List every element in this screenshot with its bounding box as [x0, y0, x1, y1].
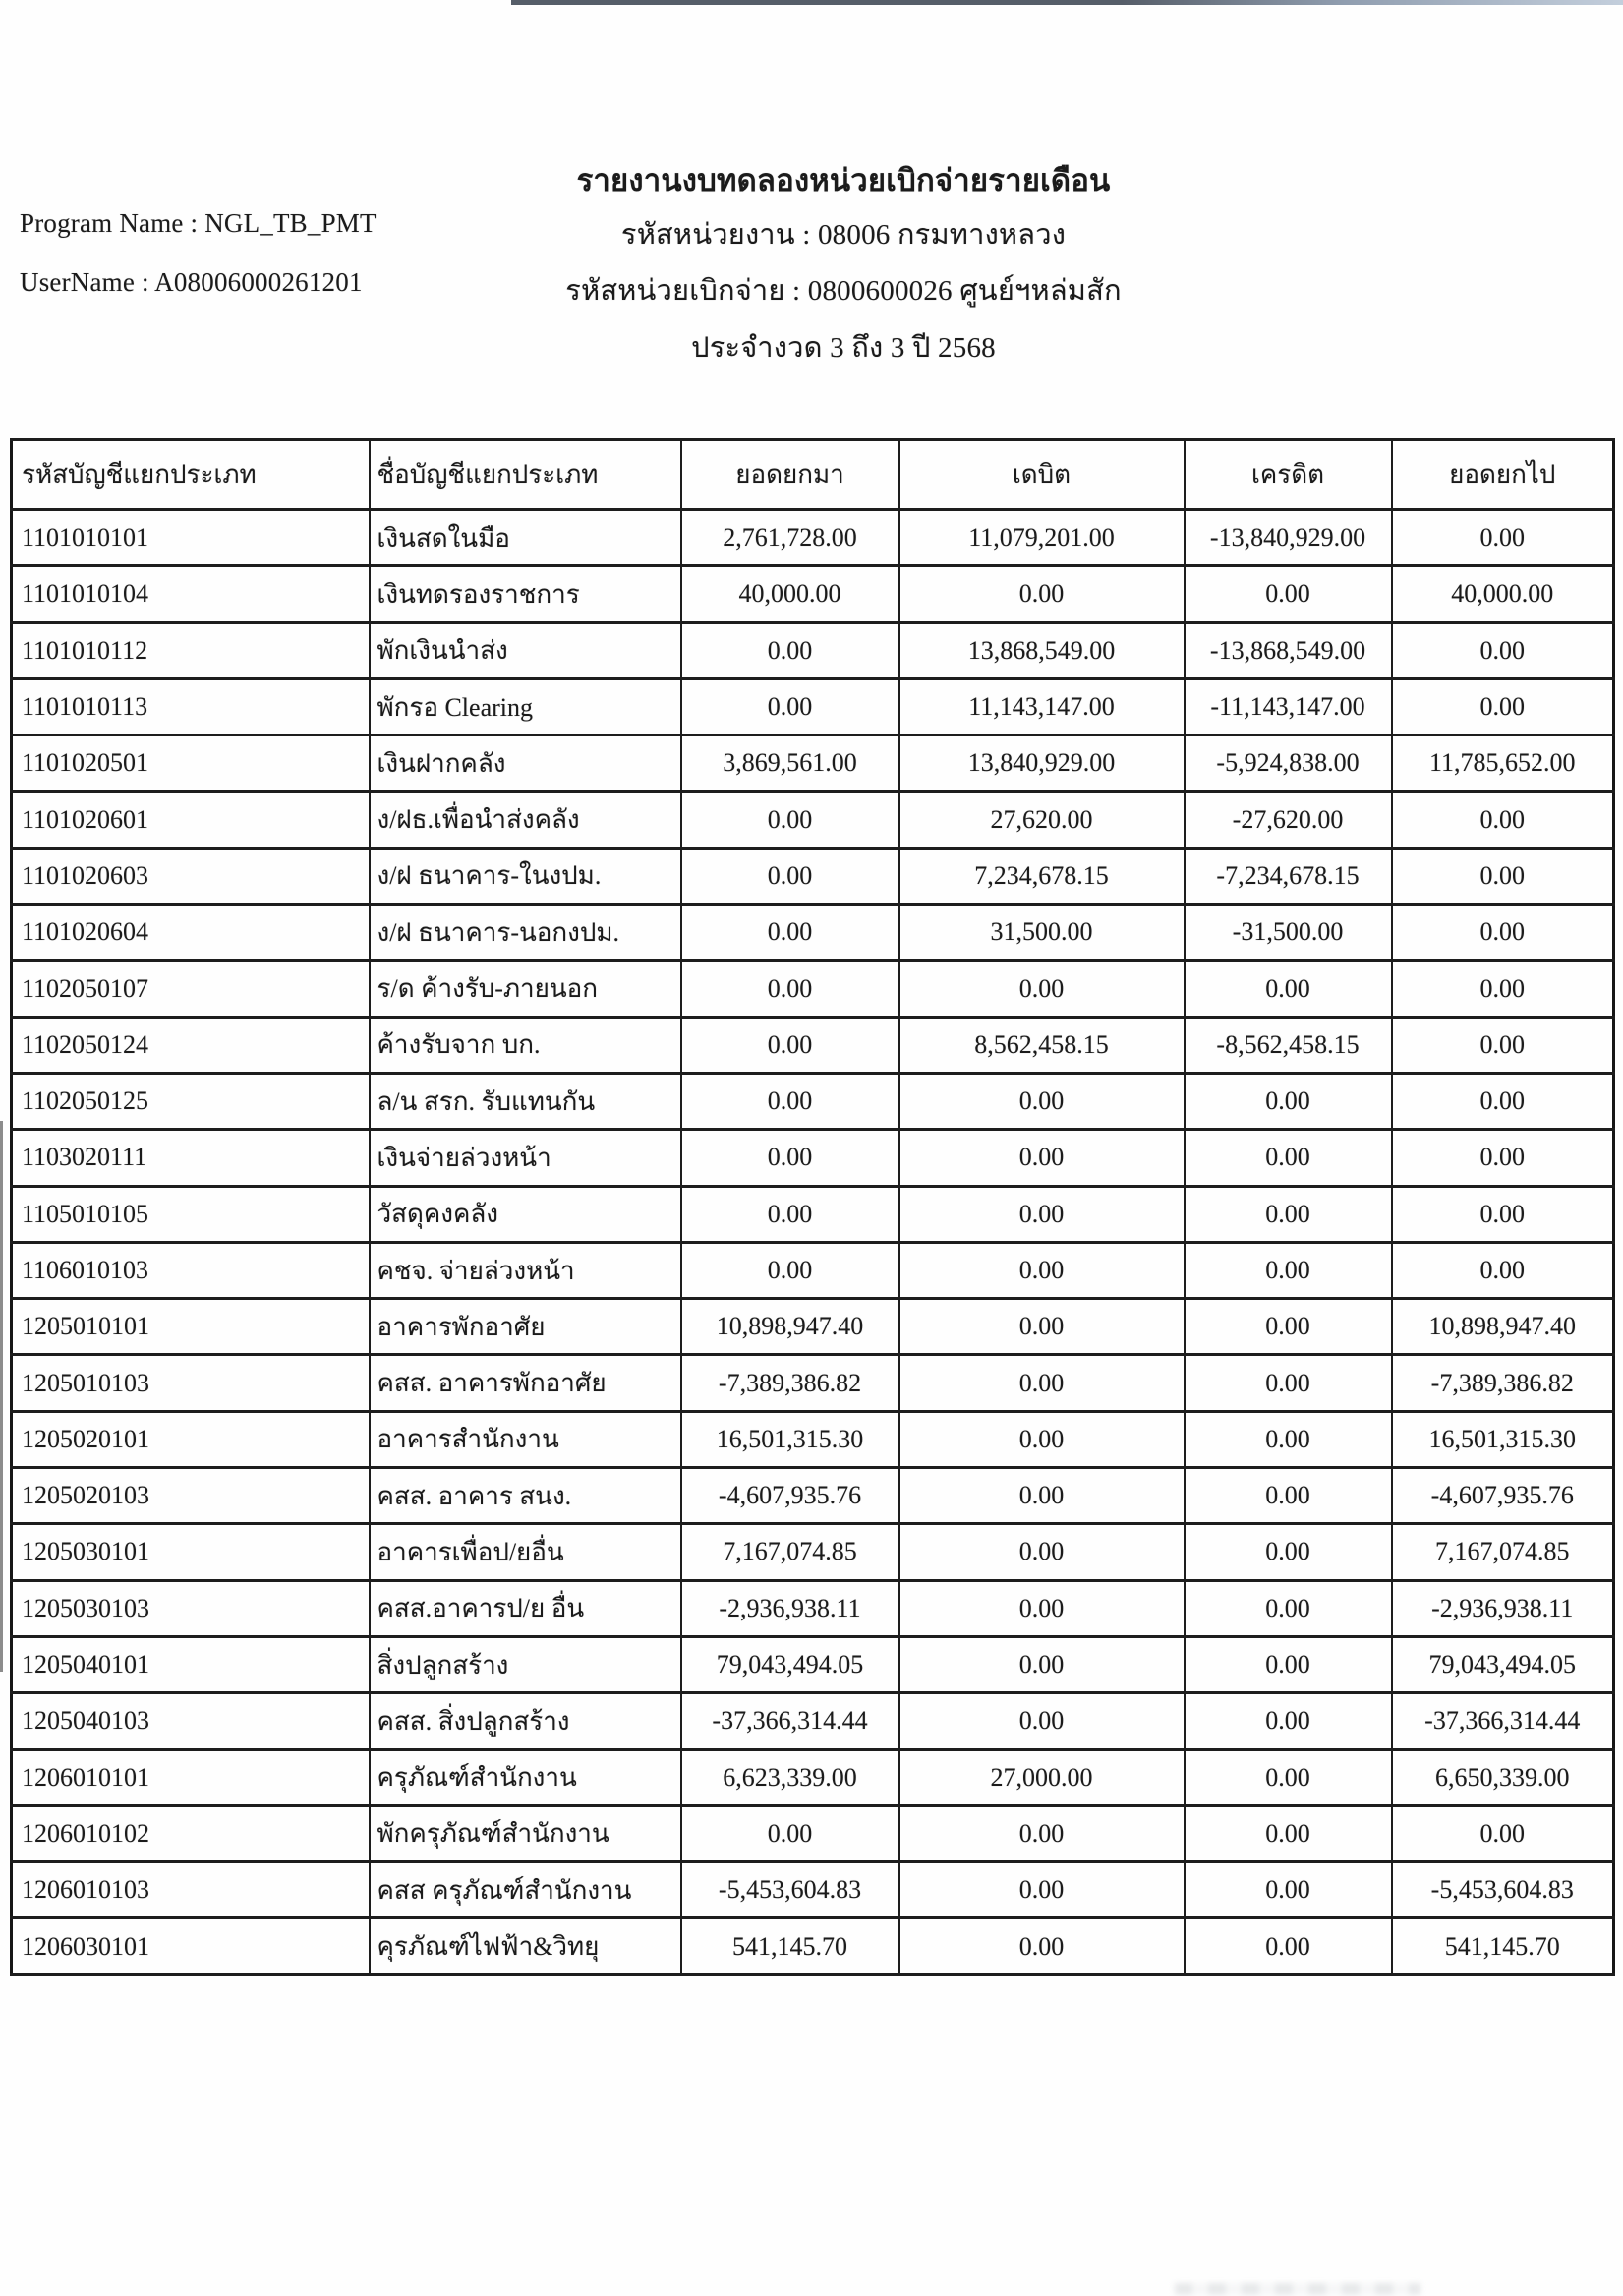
account-code-cell: 1205010101 [12, 1299, 370, 1355]
beginning-balance-cell: 0.00 [681, 905, 899, 961]
table-row [12, 1918, 1614, 1975]
beginning-balance-cell: 16,501,315.30 [681, 1411, 899, 1467]
credit-cell: 0.00 [1185, 1242, 1392, 1298]
table-row [12, 1073, 1614, 1129]
account-code-cell: 1102050125 [12, 1073, 370, 1129]
beginning-balance-cell: 0.00 [681, 1805, 899, 1861]
account-code-cell: 1101010113 [12, 678, 370, 735]
ending-balance-cell: 16,501,315.30 [1392, 1411, 1614, 1467]
debit-cell: 27,000.00 [899, 1749, 1185, 1805]
account-name-cell: ค้างรับจาก บก. [370, 1017, 681, 1073]
credit-cell: 0.00 [1185, 1636, 1392, 1692]
account-code-cell: 1102050124 [12, 1017, 370, 1073]
credit-cell: -7,234,678.15 [1185, 848, 1392, 904]
credit-cell: 0.00 [1185, 1130, 1392, 1186]
account-code-cell: 1101010112 [12, 622, 370, 678]
debit-cell: 11,143,147.00 [899, 678, 1185, 735]
debit-cell: 0.00 [899, 1468, 1185, 1524]
column-header-beginning-balance: ยอดยกมา [681, 440, 899, 510]
account-code-cell: 1101010101 [12, 510, 370, 566]
account-name-cell: สิ่งปลูกสร้าง [370, 1636, 681, 1692]
account-name-cell: ครุภัณฑ์สำนักงาน [370, 1749, 681, 1805]
account-code-cell: 1103020111 [12, 1130, 370, 1186]
beginning-balance-cell: 10,898,947.40 [681, 1299, 899, 1355]
debit-cell: 0.00 [899, 1073, 1185, 1129]
credit-cell: 0.00 [1185, 1468, 1392, 1524]
account-name-cell: คชจ. จ่ายล่วงหน้า [370, 1242, 681, 1298]
table-row [12, 510, 1614, 566]
account-code-cell: 1205010103 [12, 1355, 370, 1411]
account-name-cell: ง/ฝ ธนาคาร-นอกงปม. [370, 905, 681, 961]
debit-cell: 7,234,678.15 [899, 848, 1185, 904]
account-name-cell: คสส. สิ่งปลูกสร้าง [370, 1693, 681, 1749]
credit-cell: 0.00 [1185, 1299, 1392, 1355]
beginning-balance-cell: 0.00 [681, 678, 899, 735]
column-header-account-name: ชื่อบัญชีแยกประเภท [370, 440, 681, 510]
account-code-cell: 1101010104 [12, 566, 370, 622]
credit-cell: 0.00 [1185, 1749, 1392, 1805]
table-row [12, 792, 1614, 848]
account-name-cell: อาคารสำนักงาน [370, 1411, 681, 1467]
account-code-cell: 1101020604 [12, 905, 370, 961]
ending-balance-cell: 0.00 [1392, 905, 1614, 961]
debit-cell: 0.00 [899, 1130, 1185, 1186]
table-row [12, 736, 1614, 792]
ending-balance-cell: -4,607,935.76 [1392, 1468, 1614, 1524]
account-name-cell: พักครุภัณฑ์สำนักงาน [370, 1805, 681, 1861]
beginning-balance-cell: -4,607,935.76 [681, 1468, 899, 1524]
credit-cell: 0.00 [1185, 1411, 1392, 1467]
column-header-debit: เดบิต [899, 440, 1185, 510]
beginning-balance-cell: 0.00 [681, 1130, 899, 1186]
debit-cell: 0.00 [899, 566, 1185, 622]
scan-artifact-left-edge [0, 1121, 3, 1672]
column-header-ending-balance: ยอดยกไป [1392, 440, 1614, 510]
account-code-cell: 1102050107 [12, 961, 370, 1017]
debit-cell: 0.00 [899, 1242, 1185, 1298]
ending-balance-cell: -7,389,386.82 [1392, 1355, 1614, 1411]
ending-balance-cell: 40,000.00 [1392, 566, 1614, 622]
debit-cell: 0.00 [899, 961, 1185, 1017]
beginning-balance-cell: 541,145.70 [681, 1918, 899, 1975]
table-row [12, 905, 1614, 961]
table-row [12, 1017, 1614, 1073]
account-name-cell: ร/ด ค้างรับ-ภายนอก [370, 961, 681, 1017]
agency-code-line: รหัสหน่วยงาน : 08006 กรมทางหลวง [620, 219, 1067, 251]
beginning-balance-cell: 7,167,074.85 [681, 1524, 899, 1580]
beginning-balance-cell: 0.00 [681, 1017, 899, 1073]
beginning-balance-cell: 3,869,561.00 [681, 736, 899, 792]
credit-cell: -27,620.00 [1185, 792, 1392, 848]
program-name-label: Program Name : NGL_TB_PMT [20, 208, 377, 238]
table-row [12, 1636, 1614, 1692]
debit-cell: 8,562,458.15 [899, 1017, 1185, 1073]
scan-artifact-top [511, 0, 1623, 5]
credit-cell: 0.00 [1185, 566, 1392, 622]
beginning-balance-cell: 0.00 [681, 961, 899, 1017]
beginning-balance-cell: 0.00 [681, 1073, 899, 1129]
ending-balance-cell: 0.00 [1392, 1805, 1614, 1861]
credit-cell: 0.00 [1185, 961, 1392, 1017]
debit-cell: 13,840,929.00 [899, 736, 1185, 792]
account-code-cell: 1105010105 [12, 1186, 370, 1242]
table-row [12, 1130, 1614, 1186]
credit-cell: -13,868,549.00 [1185, 622, 1392, 678]
column-header-credit: เครดิต [1185, 440, 1392, 510]
account-name-cell: คสส ครุภัณฑ์สำนักงาน [370, 1862, 681, 1918]
column-header-account-code: รหัสบัญชีแยกประเภท [12, 440, 370, 510]
debit-cell: 27,620.00 [899, 792, 1185, 848]
table-row [12, 622, 1614, 678]
account-code-cell: 1101020501 [12, 736, 370, 792]
ending-balance-cell: 0.00 [1392, 792, 1614, 848]
debit-cell: 0.00 [899, 1524, 1185, 1580]
table-row [12, 1468, 1614, 1524]
ending-balance-cell: 0.00 [1392, 848, 1614, 904]
credit-cell: 0.00 [1185, 1073, 1392, 1129]
table-row [12, 1524, 1614, 1580]
account-name-cell: ง/ฝธ.เพื่อนำส่งคลัง [370, 792, 681, 848]
account-name-cell: อาคารพักอาศัย [370, 1299, 681, 1355]
ending-balance-cell: 0.00 [1392, 1017, 1614, 1073]
debit-cell: 0.00 [899, 1580, 1185, 1636]
ending-balance-cell: -2,936,938.11 [1392, 1580, 1614, 1636]
table-row [12, 1299, 1614, 1355]
beginning-balance-cell: -37,366,314.44 [681, 1693, 899, 1749]
ending-balance-cell: -37,366,314.44 [1392, 1693, 1614, 1749]
debit-cell: 0.00 [899, 1862, 1185, 1918]
table-row [12, 1862, 1614, 1918]
account-code-cell: 1205030103 [12, 1580, 370, 1636]
account-code-cell: 1205040103 [12, 1693, 370, 1749]
debit-cell: 0.00 [899, 1693, 1185, 1749]
debit-cell: 0.00 [899, 1805, 1185, 1861]
period-line: ประจำงวด 3 ถึง 3 ปี 2568 [691, 332, 996, 364]
debit-cell: 11,079,201.00 [899, 510, 1185, 566]
table-row [12, 1805, 1614, 1861]
account-name-cell: คสส. อาคาร สนง. [370, 1468, 681, 1524]
credit-cell: 0.00 [1185, 1693, 1392, 1749]
debit-cell: 0.00 [899, 1355, 1185, 1411]
beginning-balance-cell: 79,043,494.05 [681, 1636, 899, 1692]
ending-balance-cell: 0.00 [1392, 678, 1614, 735]
debit-cell: 0.00 [899, 1299, 1185, 1355]
table-row [12, 1355, 1614, 1411]
beginning-balance-cell: 2,761,728.00 [681, 510, 899, 566]
beginning-balance-cell: 0.00 [681, 1186, 899, 1242]
account-name-cell: คุรภัณฑ์ไฟฟ้า&วิทยุ [370, 1918, 681, 1975]
ending-balance-cell: 0.00 [1392, 622, 1614, 678]
account-name-cell: เงินจ่ายล่วงหน้า [370, 1130, 681, 1186]
account-code-cell: 1206030101 [12, 1918, 370, 1975]
debit-cell: 0.00 [899, 1918, 1185, 1975]
table-row [12, 1693, 1614, 1749]
table-row [12, 1411, 1614, 1467]
account-name-cell: พักรอ Clearing [370, 678, 681, 735]
ending-balance-cell: 0.00 [1392, 1073, 1614, 1129]
account-code-cell: 1205040101 [12, 1636, 370, 1692]
table-row [12, 566, 1614, 622]
ending-balance-cell: 0.00 [1392, 1242, 1614, 1298]
ending-balance-cell: 0.00 [1392, 1186, 1614, 1242]
table-row [12, 678, 1614, 735]
beginning-balance-cell: 0.00 [681, 1242, 899, 1298]
beginning-balance-cell: -2,936,938.11 [681, 1580, 899, 1636]
account-code-cell: 1206010102 [12, 1805, 370, 1861]
account-code-cell: 1205020101 [12, 1411, 370, 1467]
debit-cell: 31,500.00 [899, 905, 1185, 961]
debit-cell: 0.00 [899, 1411, 1185, 1467]
table-row [12, 1186, 1614, 1242]
ending-balance-cell: 10,898,947.40 [1392, 1299, 1614, 1355]
account-name-cell: เงินสดในมือ [370, 510, 681, 566]
report-title: รายงานงบทดลองหน่วยเบิกจ่ายรายเดือน [576, 163, 1111, 198]
ending-balance-cell: 7,167,074.85 [1392, 1524, 1614, 1580]
scan-artifact-bottom-right [1175, 2283, 1420, 2295]
ending-balance-cell: -5,453,604.83 [1392, 1862, 1614, 1918]
account-name-cell: คสส.อาคารป/ย อื่น [370, 1580, 681, 1636]
account-code-cell: 1206010101 [12, 1749, 370, 1805]
beginning-balance-cell: 40,000.00 [681, 566, 899, 622]
account-name-cell: เงินฝากคลัง [370, 736, 681, 792]
table-row [12, 961, 1614, 1017]
credit-cell: 0.00 [1185, 1580, 1392, 1636]
credit-cell: -5,924,838.00 [1185, 736, 1392, 792]
username-label: UserName : A08006000261201 [20, 267, 363, 297]
credit-cell: 0.00 [1185, 1918, 1392, 1975]
beginning-balance-cell: -5,453,604.83 [681, 1862, 899, 1918]
ending-balance-cell: 0.00 [1392, 510, 1614, 566]
credit-cell: -13,840,929.00 [1185, 510, 1392, 566]
table-row [12, 1580, 1614, 1636]
account-name-cell: ล/น สรก. รับแทนกัน [370, 1073, 681, 1129]
debit-cell: 13,868,549.00 [899, 622, 1185, 678]
credit-cell: -31,500.00 [1185, 905, 1392, 961]
account-code-cell: 1205020103 [12, 1468, 370, 1524]
ending-balance-cell: 0.00 [1392, 961, 1614, 1017]
beginning-balance-cell: 6,623,339.00 [681, 1749, 899, 1805]
debit-cell: 0.00 [899, 1636, 1185, 1692]
ending-balance-cell: 541,145.70 [1392, 1918, 1614, 1975]
account-code-cell: 1106010103 [12, 1242, 370, 1298]
ending-balance-cell: 79,043,494.05 [1392, 1636, 1614, 1692]
table-body [12, 510, 1614, 1975]
account-name-cell: วัสดุคงคลัง [370, 1186, 681, 1242]
table-row [12, 1242, 1614, 1298]
credit-cell: 0.00 [1185, 1355, 1392, 1411]
trial-balance-table [10, 438, 1615, 1976]
account-code-cell: 1205030101 [12, 1524, 370, 1580]
table-row [12, 848, 1614, 904]
ending-balance-cell: 0.00 [1392, 1130, 1614, 1186]
beginning-balance-cell: 0.00 [681, 848, 899, 904]
account-code-cell: 1206010103 [12, 1862, 370, 1918]
table-header-row [12, 440, 1614, 510]
debit-cell: 0.00 [899, 1186, 1185, 1242]
credit-cell: -8,562,458.15 [1185, 1017, 1392, 1073]
account-name-cell: พักเงินนำส่ง [370, 622, 681, 678]
account-name-cell: ง/ฝ ธนาคาร-ในงปม. [370, 848, 681, 904]
credit-cell: -11,143,147.00 [1185, 678, 1392, 735]
account-name-cell: อาคารเพื่อป/ยอื่น [370, 1524, 681, 1580]
beginning-balance-cell: 0.00 [681, 622, 899, 678]
ending-balance-cell: 6,650,339.00 [1392, 1749, 1614, 1805]
ending-balance-cell: 11,785,652.00 [1392, 736, 1614, 792]
credit-cell: 0.00 [1185, 1186, 1392, 1242]
disbursement-code-line: รหัสหน่วยเบิกจ่าย : 0800600026 ศูนย์ฯหล่มสัก [565, 275, 1122, 307]
credit-cell: 0.00 [1185, 1805, 1392, 1861]
beginning-balance-cell: -7,389,386.82 [681, 1355, 899, 1411]
table-row [12, 1749, 1614, 1805]
beginning-balance-cell: 0.00 [681, 792, 899, 848]
credit-cell: 0.00 [1185, 1524, 1392, 1580]
table-header [12, 440, 1614, 510]
account-code-cell: 1101020601 [12, 792, 370, 848]
account-code-cell: 1101020603 [12, 848, 370, 904]
account-name-cell: คสส. อาคารพักอาศัย [370, 1355, 681, 1411]
account-name-cell: เงินทดรองราชการ [370, 566, 681, 622]
credit-cell: 0.00 [1185, 1862, 1392, 1918]
